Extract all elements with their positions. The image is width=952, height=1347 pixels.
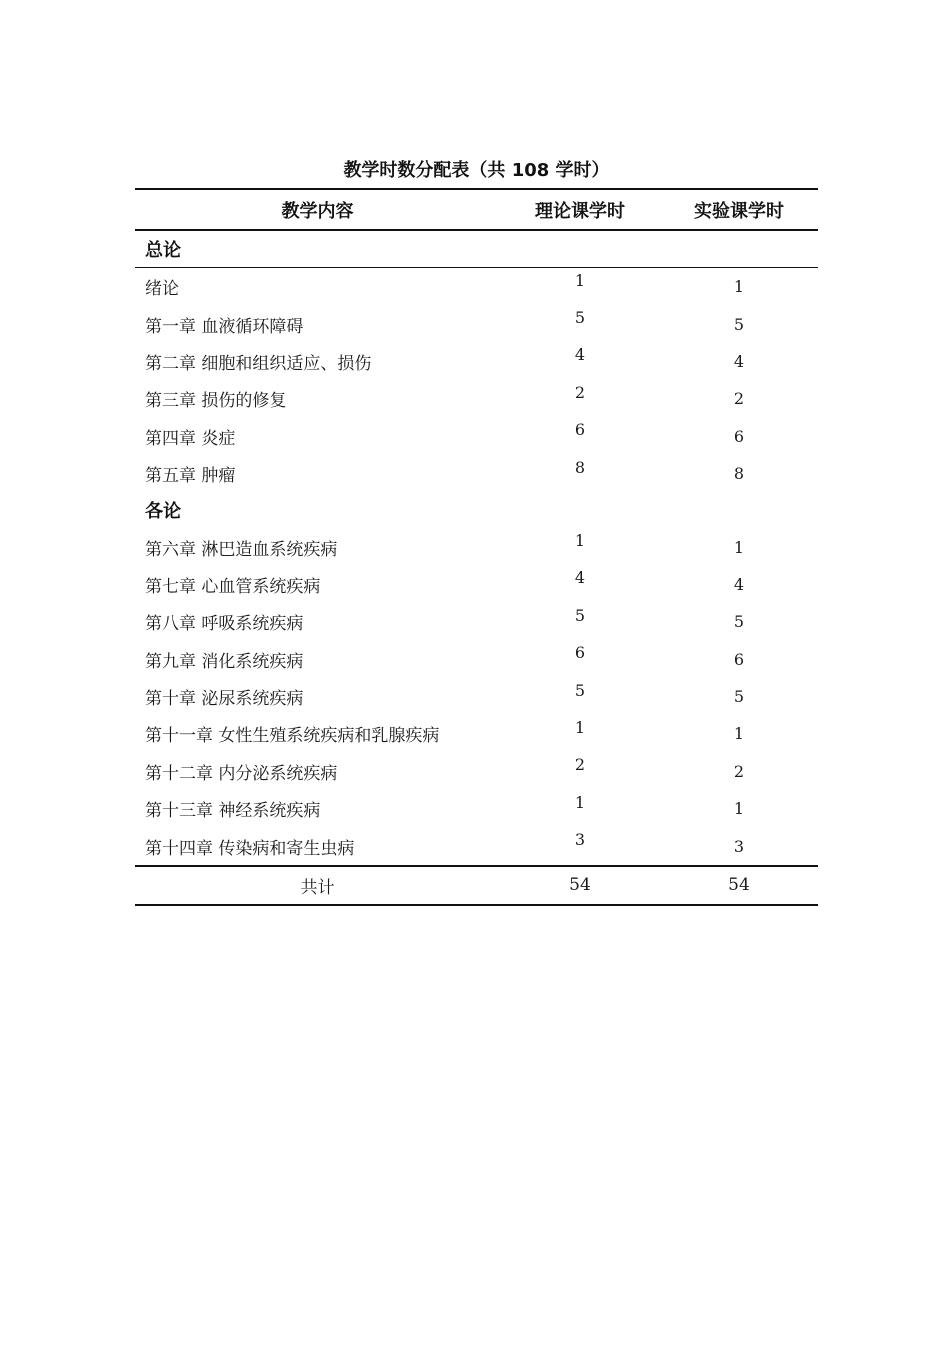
row-theory-hours: 2 — [574, 382, 586, 402]
row-content: 第三章 损伤的修复 — [145, 391, 287, 412]
row-lab-hours: 1 — [733, 799, 745, 819]
table-row — [135, 455, 818, 492]
table-row — [135, 603, 818, 640]
row-theory-hours: 1 — [574, 717, 586, 737]
table-row — [135, 827, 818, 865]
table-row — [135, 380, 818, 417]
row-lab-hours: 5 — [733, 612, 745, 632]
table-header-row — [135, 189, 818, 230]
row-lab-hours: 6 — [733, 649, 745, 669]
table-body — [135, 230, 818, 866]
row-lab-hours: 1 — [733, 277, 745, 297]
section-row-specific — [135, 492, 818, 528]
row-lab-hours: 8 — [733, 464, 745, 484]
table-row — [135, 305, 818, 342]
row-theory-hours: 3 — [574, 830, 586, 850]
row-theory-hours: 5 — [574, 308, 586, 328]
row-content: 第七章 心血管系统疾病 — [145, 576, 321, 597]
row-theory-hours: 5 — [574, 680, 586, 700]
table-title: 教学时数分配表（共 108 学时） — [343, 160, 610, 181]
row-lab-hours: 3 — [733, 836, 745, 856]
row-content: 第九章 消化系统疾病 — [145, 651, 304, 672]
row-theory-hours: 5 — [574, 605, 586, 625]
row-theory-hours: 6 — [574, 643, 586, 663]
row-theory-hours: 2 — [574, 755, 586, 775]
table-row — [135, 343, 818, 380]
row-content: 第四章 炎症 — [145, 428, 236, 449]
section-label: 各论 — [145, 501, 181, 523]
total-theory-hours: 54 — [500, 866, 660, 905]
header-content: 教学内容 — [135, 189, 500, 230]
table-row — [135, 268, 818, 306]
row-theory-hours: 1 — [574, 270, 586, 290]
row-content: 第十四章 传染病和寄生虫病 — [145, 838, 355, 859]
row-lab-hours: 2 — [733, 389, 745, 409]
row-lab-hours: 4 — [733, 574, 745, 594]
hours-allocation-table-container — [135, 188, 818, 906]
table-row — [135, 753, 818, 790]
section-row-general — [135, 230, 818, 268]
header-theory-hours: 理论课学时 — [500, 189, 660, 230]
row-content: 第二章 细胞和组织适应、损伤 — [145, 353, 372, 374]
row-content: 第十二章 内分泌系统疾病 — [145, 763, 338, 784]
table-row — [135, 418, 818, 455]
row-theory-hours: 4 — [574, 568, 586, 588]
row-content: 第十一章 女性生殖系统疾病和乳腺疾病 — [145, 726, 440, 747]
row-lab-hours: 4 — [733, 351, 745, 371]
row-content: 第八章 呼吸系统疾病 — [145, 614, 304, 635]
row-content: 第十章 泌尿系统疾病 — [145, 689, 304, 710]
row-theory-hours: 6 — [574, 420, 586, 440]
table-row — [135, 566, 818, 603]
table-row — [135, 715, 818, 752]
row-lab-hours: 5 — [733, 687, 745, 707]
row-lab-hours: 1 — [733, 724, 745, 744]
section-label: 总论 — [135, 230, 818, 268]
header-lab-hours: 实验课学时 — [660, 189, 818, 230]
row-content: 第六章 淋巴造血系统疾病 — [145, 539, 338, 560]
row-lab-hours: 1 — [733, 537, 745, 557]
row-content: 第一章 血液循环障碍 — [145, 316, 304, 337]
table-row — [135, 678, 818, 715]
table-row — [135, 790, 818, 827]
table-row — [135, 528, 818, 565]
row-content: 第十三章 神经系统疾病 — [145, 801, 321, 822]
total-row — [135, 866, 818, 905]
row-theory-hours: 1 — [574, 792, 586, 812]
row-theory-hours: 8 — [574, 457, 586, 477]
total-lab-hours: 54 — [660, 866, 818, 905]
total-label: 共计 — [135, 866, 500, 905]
row-content: 第五章 肿瘤 — [145, 466, 236, 487]
row-lab-hours: 5 — [733, 314, 745, 334]
row-theory-hours: 1 — [574, 531, 586, 551]
row-lab-hours: 6 — [733, 426, 745, 446]
hours-allocation-table — [135, 188, 818, 906]
row-lab-hours: 2 — [733, 761, 745, 781]
row-content: 绪论 — [145, 279, 179, 300]
table-row — [135, 641, 818, 678]
row-theory-hours: 4 — [574, 345, 586, 365]
